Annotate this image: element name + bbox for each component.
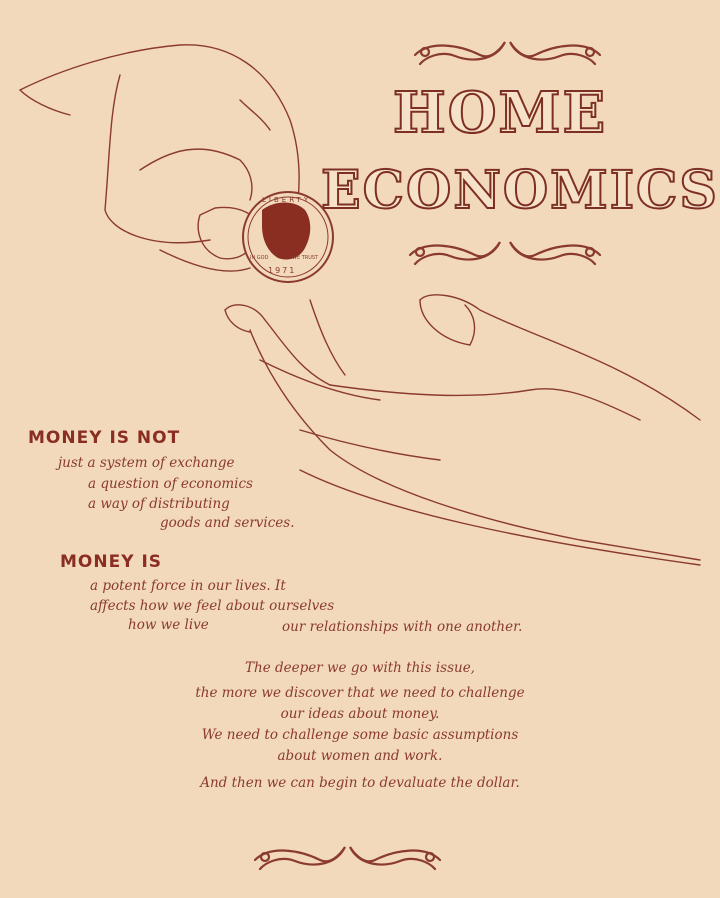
closing-line: our ideas about money.: [280, 706, 440, 722]
money-is-line: a potent force in our lives. It: [90, 578, 286, 594]
ornament-bottom: [255, 847, 440, 869]
money-is-not-line: a question of economics: [88, 476, 253, 492]
ornament-top: [415, 42, 600, 64]
upper-hand-palm-line: [160, 250, 250, 271]
lower-hand-wrist: [300, 470, 700, 565]
coin-year: 1971: [268, 266, 297, 275]
ornament-middle: [410, 242, 600, 264]
title-home: HOME: [392, 80, 608, 146]
lower-hand-crease-2: [310, 300, 345, 375]
coin-we-trust: WE TRUST: [292, 255, 319, 261]
closing-line: the more we discover that we need to challenge: [195, 685, 525, 701]
coin-in-god: IN GOD: [250, 255, 269, 261]
lower-hand-nail: [420, 300, 475, 345]
money-is-line: how we live: [128, 617, 209, 633]
lower-hand-finger-top: [420, 295, 700, 420]
upper-hand-crease: [240, 100, 270, 130]
closing-line: The deeper we go with this issue,: [245, 660, 475, 676]
lower-hand-crease-3: [300, 430, 440, 460]
lower-hand-thumb-nail: [225, 310, 250, 332]
money-is-line: our relationships with one another.: [282, 619, 523, 635]
title-economics: ECONOMICS: [321, 160, 719, 221]
lower-hand-finger-2: [330, 385, 640, 420]
closing-line: We need to challenge some basic assumptions: [201, 727, 519, 743]
closing-line: And then we can begin to devaluate the dollar.: [200, 775, 520, 791]
money-is-line: affects how we feel about ourselves: [90, 598, 335, 614]
money-is-not-line: goods and services.: [160, 515, 295, 531]
money-is-not-line: a way of distributing: [88, 496, 230, 512]
upper-hand-wrist: [20, 90, 70, 115]
coin-liberty: LIBERTY: [262, 196, 312, 204]
lower-hand-thumb: [225, 305, 330, 385]
money-is-not-line: just a system of exchange: [58, 455, 235, 471]
money-is-not-heading: MONEY IS NOT: [28, 428, 181, 448]
closing-line: about women and work.: [277, 748, 443, 764]
upper-hand-knuckle: [140, 149, 252, 200]
upper-hand-finger: [105, 75, 210, 243]
money-is-heading: MONEY IS: [60, 552, 163, 572]
upper-hand-outline: [20, 45, 299, 200]
